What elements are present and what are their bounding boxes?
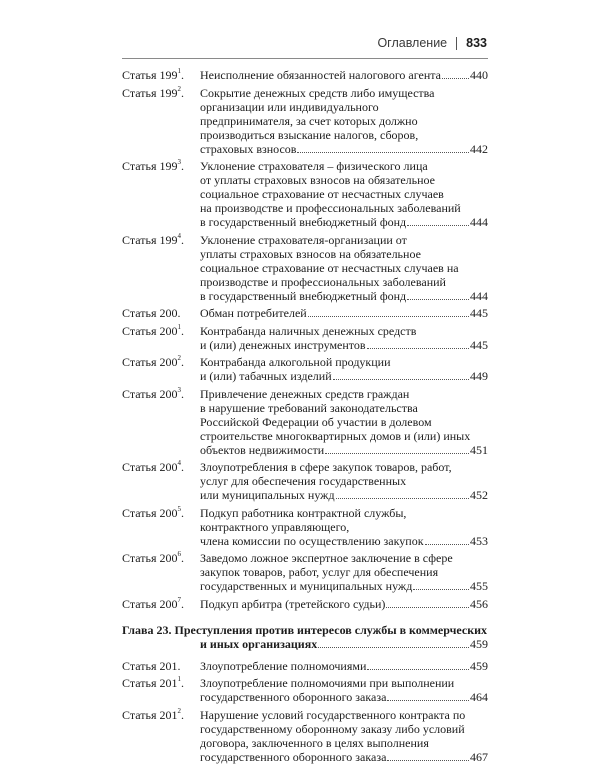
entry-label-superscript: 4 [177,459,181,467]
entry-label-superscript: 3 [177,158,181,166]
running-header [377,36,487,50]
entry-label-period: . [181,676,184,690]
entry-title-last-line [200,690,488,704]
entry-label [122,460,200,502]
entry-label-period: . [181,596,184,611]
entry-title-line: на производстве и профессиональных заболеваний [200,201,461,215]
entry-label [122,68,200,82]
entry-title-last: Неисполнение обязанностей налогового агента [200,68,441,82]
entry-title [200,68,488,82]
toc-entry[interactable] [122,159,488,229]
entry-title-line: услуг для обеспечения государственных [200,474,407,488]
entry-title-line: Привлечение денежных средств граждан [200,386,410,401]
entry-title-line: закупок товаров, работ, услуг для обеспечения [200,565,439,579]
entry-label-period: . [181,386,184,401]
entry-label [122,159,200,229]
entry-label-period: . [181,707,184,722]
entry-title-last: в государственный внебюджетный фонд [200,215,407,229]
entry-label-period: . [181,355,184,369]
entry-title-last: государственного оборонного заказа [200,749,387,764]
toc-entry[interactable] [122,659,488,673]
entry-title-line: Нарушение условий государственного контракта по [200,707,466,722]
entry-label-period: . [181,323,184,338]
entry-label-superscript: 6 [177,550,181,558]
entry-title-last-line [200,68,488,82]
toc-entry[interactable] [122,506,488,548]
entry-title-line: Злоупотребления в сфере закупок товаров, работ, [200,460,452,474]
entry-page-number: 455 [470,579,488,593]
entry-title-line: уплаты страховых взносов на обязательное [200,246,421,261]
entry-title [200,355,488,383]
entry-label [122,387,200,457]
dot-leader [336,498,469,499]
entry-label-superscript: 7 [177,595,181,604]
entry-title-last: страховых взносов [200,141,297,156]
entry-page-number: 445 [470,337,488,352]
entry-label [122,551,200,593]
entry-title-last-line [200,597,488,611]
toc-entry[interactable] [122,676,488,704]
entry-title [200,708,488,764]
entry-label-superscript: 2 [177,354,181,362]
entry-title-line: контрактного управляющего, [200,519,350,534]
dot-leader [386,607,469,608]
entry-title-line: Российской Федерации об участии в долевом [200,414,432,429]
entry-title [200,506,488,548]
dot-leader [308,316,469,317]
header-page-number: 833 [466,36,487,50]
entry-label-text: Статья 199 [122,232,178,247]
entry-label-superscript: 1 [177,67,181,75]
toc-entries-a [122,68,488,611]
entry-label-superscript: 2 [177,84,181,93]
entry-page-number: 442 [470,141,488,156]
entry-title-line: Сокрытие денежных средств либо имущества [200,85,435,100]
entry-page-number: 444 [470,288,488,303]
toc-entry[interactable] [122,551,488,593]
entry-title-last: государственных и муниципальных нужд [200,579,413,593]
entry-page-number: 464 [470,690,488,704]
entry-label-text: Статья 199 [122,68,178,82]
entry-title-line: Контрабанда наличных денежных средств [200,323,417,338]
dot-leader [333,379,469,380]
entry-title-line: предпринимателя, за счет которых должно [200,113,418,128]
entry-title-last-line [200,750,488,764]
toc-entry[interactable] [122,708,488,764]
entry-title [200,659,488,673]
entry-label [122,355,200,383]
toc-entry[interactable] [122,324,488,352]
toc-entry[interactable] [122,355,488,383]
entry-title [200,324,488,352]
table-of-contents [122,68,488,767]
entry-page-number: 444 [470,215,488,229]
entry-label [122,324,200,352]
entry-title-last: в государственный внебюджетный фонд [200,288,407,303]
entry-title-last: или муниципальных нужд [200,488,335,502]
entry-label-text: Статья 200 [122,323,178,338]
toc-entry[interactable] [122,233,488,303]
entry-label-text: Статья 200. [122,306,181,320]
entry-page-number: 453 [470,533,488,548]
entry-page-number: 456 [470,596,488,611]
entry-label-superscript: 1 [177,675,181,683]
entry-title-line: производиться взыскание налогов, сборов, [200,127,419,142]
entry-label [122,659,200,673]
entry-title-line: Заведомо ложное экспертное заключение в сфере [200,551,453,565]
entry-title-line: Контрабанда алкогольной продукции [200,355,391,369]
dot-leader [318,647,469,648]
entry-title-last: и (или) денежных инструментов [200,337,366,352]
entry-title-last-line [200,579,488,593]
entry-page-number: 467 [470,749,488,764]
chapter-title-line: Глава 23. Преступления против интересов службы в коммерческих [122,622,488,637]
entry-title-line: организации или индивидуального [200,99,379,114]
toc-entry[interactable] [122,597,488,611]
entry-page-number: 451 [470,442,488,457]
entry-title [200,306,488,320]
entry-label [122,306,200,320]
entry-title [200,551,488,593]
entry-label-text: Статья 200 [122,355,178,369]
entry-title-last: Обман потребителей [200,306,307,320]
dot-leader [407,225,469,226]
entry-title-last: и (или) табачных изделий [200,369,332,383]
dot-leader [387,760,469,761]
entry-label-text: Статья 200 [122,460,178,474]
entry-page-number: 445 [470,306,488,320]
chapter-title-last: и иных организациях [200,636,318,651]
entry-title-last-line [200,289,488,303]
entry-title [200,86,488,156]
entry-title-line: от уплаты страховых взносов на обязательное [200,173,436,187]
dot-leader [407,299,469,300]
toc-entry[interactable] [122,68,488,82]
entry-title-line: в нарушение требований законодательства [200,400,418,415]
toc-entry[interactable] [122,306,488,320]
entry-title-line: Уклонение страхователя-организации от [200,232,407,247]
entry-label-period: . [181,85,184,100]
entry-title-line: договора, заключенного в целях выполнения [200,735,429,750]
entry-label-text: Статья 201 [122,676,178,690]
entry-label-text: Статья 201 [122,707,178,722]
entry-title [200,676,488,704]
entry-label-superscript: 1 [177,322,181,331]
header-rule [122,58,488,59]
entry-label-period: . [181,159,184,173]
entry-title-last: государственного оборонного заказа [200,690,387,704]
entry-title-line: государственному оборонному заказу либо условий [200,721,465,736]
entry-title-line: Подкуп работника контрактной службы, [200,505,407,520]
toc-entries-b [122,659,488,764]
entry-label-superscript: 4 [177,231,181,240]
entry-label-period: . [181,551,184,565]
chapter-page-number: 459 [470,636,488,651]
entry-title-last-line [200,443,488,457]
entry-label-superscript: 2 [177,706,181,715]
dot-leader [425,544,469,545]
toc-entry[interactable] [122,460,488,502]
entry-title-last-line [200,369,488,383]
header-separator [456,37,457,50]
dot-leader [297,152,469,153]
entry-label-period: . [181,68,184,82]
entry-title-line: социальное страхование от несчастных случаев на [200,260,459,275]
entry-title [200,233,488,303]
entry-label-text: Статья 200 [122,596,178,611]
entry-label-text: Статья 201. [122,658,181,673]
header-section-title: Оглавление [377,36,448,50]
entry-title-last-line [200,659,488,673]
entry-title-last-line [200,215,488,229]
entry-title-last: члена комиссии по осуществлению закупок [200,533,424,548]
entry-label-period: . [181,232,184,247]
entry-title [200,597,488,611]
entry-label [122,233,200,303]
dot-leader [442,78,469,79]
entry-label [122,506,200,548]
entry-label-superscript: 5 [177,504,181,513]
entry-label-text: Статья 200 [122,551,178,565]
entry-label-text: Статья 199 [122,159,178,173]
dot-leader [413,589,469,590]
entry-title-line: производстве и профессиональных заболеваний [200,274,446,289]
entry-label [122,708,200,764]
entry-title-line: строительстве многоквартирных домов и (или) иных [200,428,471,443]
entry-title-last-line [200,534,488,548]
dot-leader [387,700,469,701]
entry-title-last: объектов недвижимости [200,442,325,457]
entry-title-last: Подкуп арбитра (третейского судьи) [200,596,386,611]
entry-title-line: Злоупотребление полномочиями при выполнении [200,676,455,690]
entry-page-number: 440 [470,68,488,82]
entry-page-number: 449 [470,369,488,383]
entry-label-text: Статья 200 [122,386,178,401]
entry-title [200,387,488,457]
entry-title-line: социальное страхование от несчастных случаев [200,187,444,201]
toc-entry[interactable] [122,387,488,457]
entry-title-line: Уклонение страхователя – физического лица [200,159,428,173]
dot-leader [325,453,469,454]
dot-leader [367,669,469,670]
entry-label [122,597,200,611]
entry-title-last-line [200,142,488,156]
entry-label-superscript: 3 [177,385,181,394]
entry-title-last-line [200,338,488,352]
entry-page-number: 452 [470,488,488,502]
chapter-title-last-line [122,637,488,651]
entry-page-number: 459 [470,658,488,673]
entry-label-period: . [181,460,184,474]
entry-label-text: Статья 199 [122,85,178,100]
entry-title-last-line [200,488,488,502]
entry-title [200,159,488,229]
entry-title-last: Злоупотребление полномочиями [200,658,367,673]
entry-title-last-line [200,306,488,320]
toc-entry[interactable] [122,86,488,156]
entry-label-text: Статья 200 [122,505,178,520]
entry-label [122,676,200,704]
dot-leader [367,348,469,349]
toc-chapter-23[interactable] [122,623,488,651]
entry-label [122,86,200,156]
entry-label-period: . [181,505,184,520]
entry-title [200,460,488,502]
